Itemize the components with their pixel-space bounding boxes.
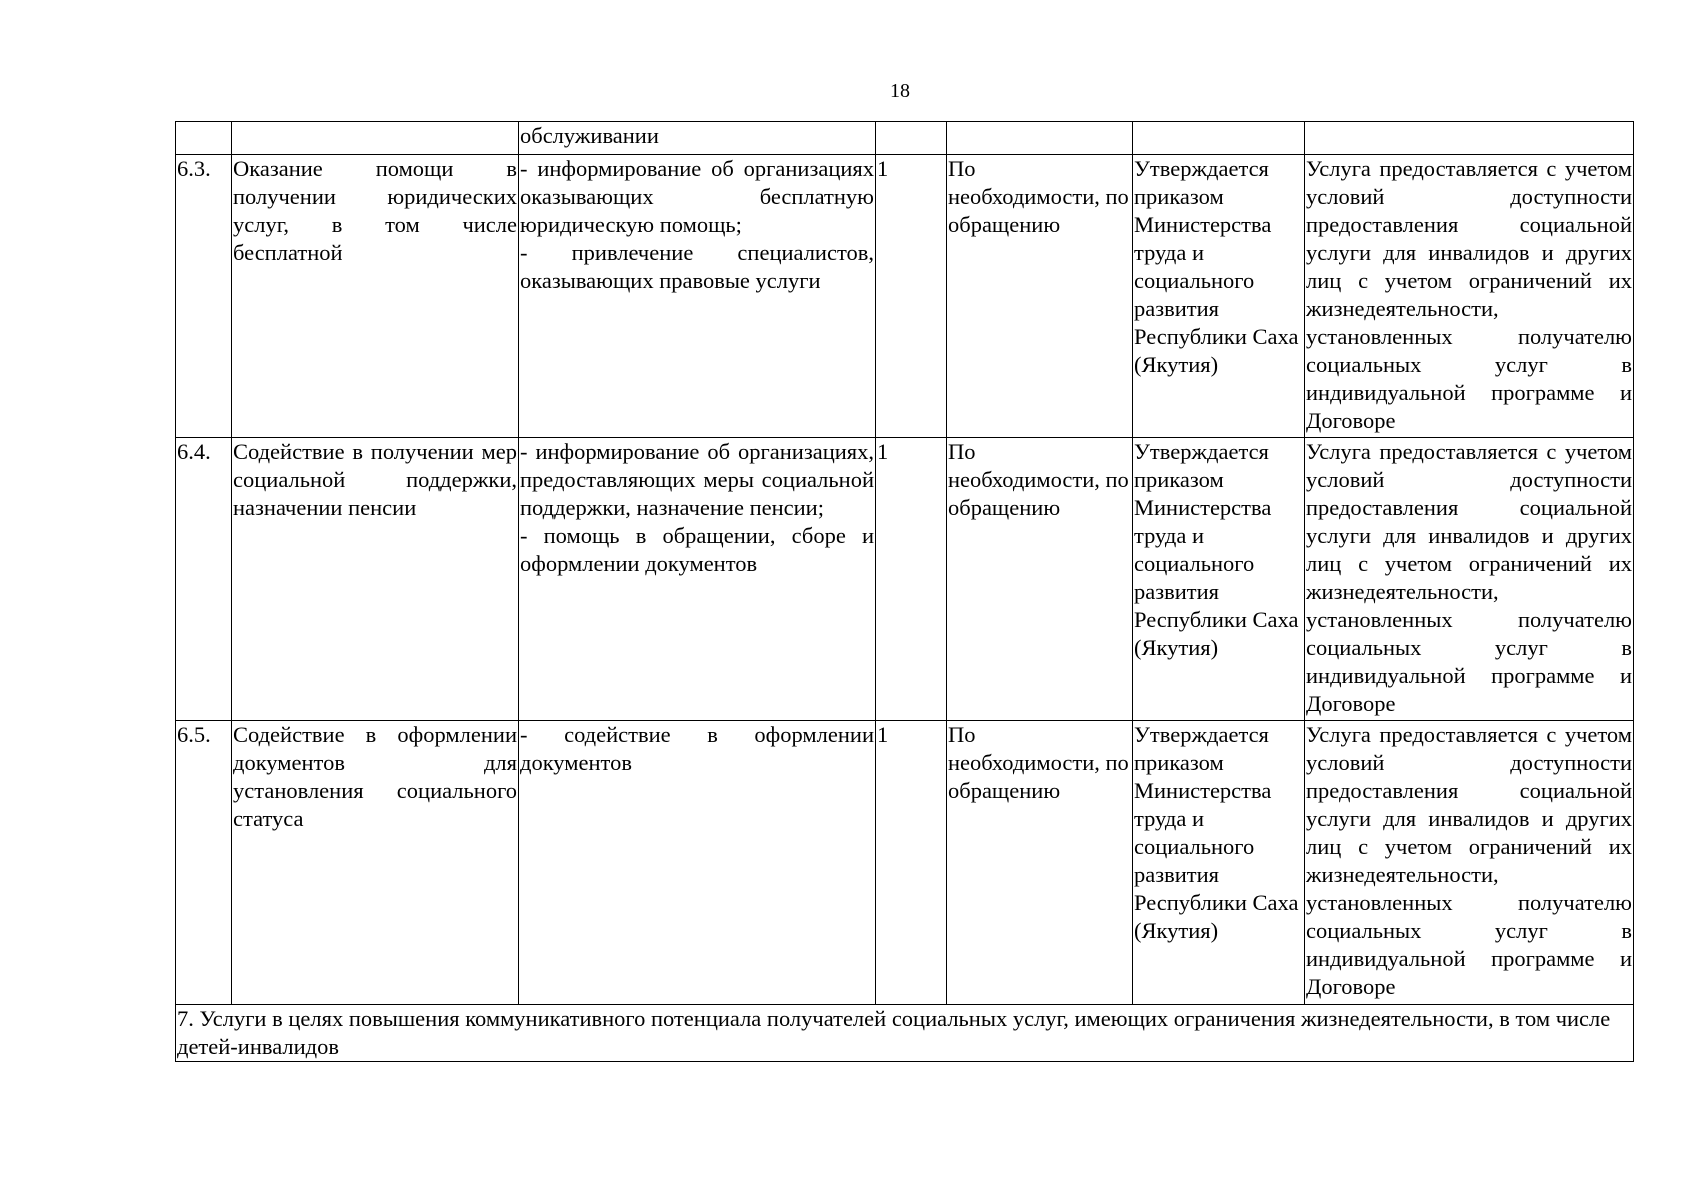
cell-standard: Утверждается приказом Министерства труда и социального развития Республики Саха (Якутия) (1133, 438, 1305, 721)
cell-service-description: - информирование об организациях оказывающих бесплатную юридическую помощь; - привлечение специалистов, оказывающих правовые услуги (519, 155, 876, 438)
cell-number: 6.4. (176, 438, 232, 721)
cell-service-name: Оказание помощи в получении юридических услуг, в том числе бесплатной (232, 155, 519, 438)
services-table (175, 121, 1634, 1062)
table-row (176, 155, 1634, 438)
table-row-continuation (176, 122, 1634, 155)
cell-frequency (947, 122, 1133, 155)
table-row (176, 721, 1634, 1005)
cell-quantity: 1 (876, 721, 947, 1005)
cell-number: 6.3. (176, 155, 232, 438)
cell-conditions: Услуга предоставляется с учетом условий доступности предоставления социальной услуги для инвалидов и других лиц с учетом ограничений их жизнедеятельности, установленных получателю социальных услуг в индивидуальной программе и Договоре (1305, 438, 1634, 721)
table-row (176, 438, 1634, 721)
cell-number: 6.5. (176, 721, 232, 1005)
cell-quantity (876, 122, 947, 155)
cell-standard (1133, 122, 1305, 155)
cell-frequency: По необходимости, по обращению (947, 721, 1133, 1005)
cell-quantity: 1 (876, 155, 947, 438)
cell-frequency: По необходимости, по обращению (947, 155, 1133, 438)
cell-service-name (232, 122, 519, 155)
cell-service-description: обслуживании (519, 122, 876, 155)
cell-quantity: 1 (876, 438, 947, 721)
page-number: 18 (890, 80, 910, 102)
cell-service-name: Содействие в получении мер социальной поддержки, назначении пенсии (232, 438, 519, 721)
cell-service-description: - информирование об организациях, предоставляющих меры социальной поддержки, назначение пенсии; - помощь в обращении, сборе и оформлении документов (519, 438, 876, 721)
cell-conditions: Услуга предоставляется с учетом условий доступности предоставления социальной услуги для инвалидов и других лиц с учетом ограничений их жизнедеятельности, установленных получателю социальных услуг в индивидуальной программе и Договоре (1305, 155, 1634, 438)
cell-frequency: По необходимости, по обращению (947, 438, 1133, 721)
section-heading-row (176, 1005, 1634, 1062)
cell-service-name: Содействие в оформлении документов для установления социального статуса (232, 721, 519, 1005)
cell-number (176, 122, 232, 155)
section-heading: 7. Услуги в целях повышения коммуникативного потенциала получателей социальных услуг, имеющих ограничения жизнедеятельности, в том числе детей-инвалидов (176, 1005, 1634, 1062)
cell-conditions (1305, 122, 1634, 155)
cell-standard: Утверждается приказом Министерства труда и социального развития Республики Саха (Якутия) (1133, 721, 1305, 1005)
cell-conditions: Услуга предоставляется с учетом условий доступности предоставления социальной услуги для инвалидов и других лиц с учетом ограничений их жизнедеятельности, установленных получателю социальных услуг в индивидуальной программе и Договоре (1305, 721, 1634, 1005)
cell-service-description: - содействие в оформлении документов (519, 721, 876, 1005)
cell-standard: Утверждается приказом Министерства труда и социального развития Республики Саха (Якутия) (1133, 155, 1305, 438)
